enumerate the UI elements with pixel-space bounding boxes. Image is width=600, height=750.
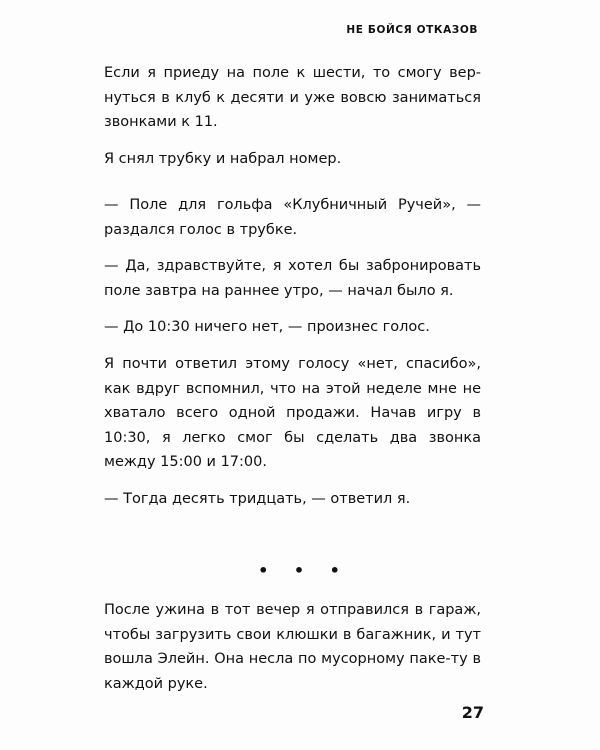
paragraph <box>104 352 481 475</box>
paragraph-text: — Да, здравствуйте, я хотел бы забронировать поле завтра на раннее утро, — начал было я. <box>104 258 481 299</box>
paragraph <box>104 61 481 135</box>
paragraph <box>104 487 481 512</box>
running-head: НЕ БОЙСЯ ОТКАЗОВ <box>346 24 478 36</box>
section-separator: • • • <box>258 561 350 580</box>
paragraph <box>104 315 481 340</box>
paragraph-text: Я снял трубку и набрал номер. <box>104 151 342 167</box>
paragraph-text: — Тогда десять тридцать, — ответил я. <box>104 491 411 507</box>
paragraph <box>104 193 481 242</box>
paragraph-text: После ужина в тот вечер я отправился в гараж, чтобы загрузить свои клюшки в багажник, и тут вошла Элейн. Она несла по мусорному паке-ту в каждой руке. <box>104 602 481 692</box>
page-number: 27 <box>461 703 484 722</box>
paragraph-text: — До 10:30 ничего нет, — произнес голос. <box>104 319 430 335</box>
paragraph-text: Я почти ответил этому голосу «нет, спасибо», как вдруг вспомнил, что на этой неделе мне не хватало всего одной продажи. Начав игру в 10:30, я легко смог бы сделать два звонка между 15:00 и 17:00. <box>104 356 481 470</box>
paragraph-text: — Поле для гольфа «Клубничный Ручей», — раздался голос в трубке. <box>104 197 481 238</box>
paragraph <box>104 254 481 303</box>
paragraph <box>104 147 481 172</box>
paragraph <box>104 598 481 696</box>
paragraph-text: Если я приеду на поле к шести, то смогу вер-нуться в клуб к десяти и уже вовсю заниматься звонками к 11. <box>104 65 481 130</box>
